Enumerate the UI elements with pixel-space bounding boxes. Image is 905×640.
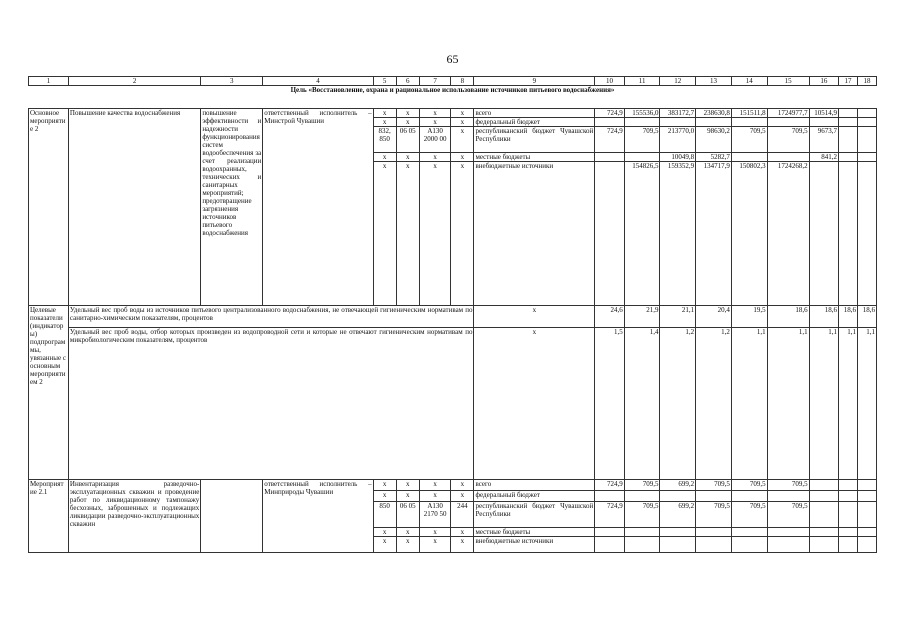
event-name: Инвентаризация разведочно-эксплуатационных скважин и проведение работ по ликвидационному тампонажу бесхозных, заброшенных и подлежащих ликвидации разведочно-эксплуатационных скважин [68, 480, 200, 553]
table-row [29, 328, 877, 480]
code-grbs: x [373, 491, 396, 502]
funding-source: республиканский бюджет Чувашской Республики [474, 127, 595, 153]
year-value [857, 118, 876, 127]
code-section: x [396, 162, 419, 306]
code-section: x [396, 537, 419, 553]
year-value [809, 480, 838, 491]
year-value: 709,5 [731, 127, 767, 153]
indicator-x: x [474, 306, 595, 328]
code-target: x [419, 537, 451, 553]
year-value: 10514,9 [809, 109, 838, 118]
code-grbs: x [373, 480, 396, 491]
year-value [696, 537, 732, 553]
code-expense: x [451, 537, 474, 553]
year-value: 9673,7 [809, 127, 838, 153]
year-value [595, 491, 624, 502]
year-value [624, 528, 660, 537]
code-expense: x [451, 127, 474, 153]
code-expense: x [451, 491, 474, 502]
indicator-value: 1,1 [731, 328, 767, 480]
year-value [857, 502, 876, 528]
code-target: x [419, 109, 451, 118]
year-value: 841,2 [809, 153, 838, 162]
year-value [857, 537, 876, 553]
code-grbs: x [373, 537, 396, 553]
code-expense: x [451, 153, 474, 162]
year-value [857, 162, 876, 306]
year-value [595, 162, 624, 306]
column-number: 11 [624, 77, 660, 86]
column-number: 13 [696, 77, 732, 86]
code-grbs: x [373, 162, 396, 306]
indicator-value: 18,6 [857, 306, 876, 328]
year-value [839, 528, 858, 537]
column-number: 9 [474, 77, 595, 86]
table-row [29, 480, 877, 491]
column-number: 15 [767, 77, 809, 86]
year-value [731, 153, 767, 162]
event-type: Мероприятие 2.1 [29, 480, 69, 553]
indicator-x: x [474, 328, 595, 480]
code-section: x [396, 480, 419, 491]
funding-source: внебюджетные источники [474, 537, 595, 553]
year-value: 709,5 [731, 480, 767, 491]
code-section: 06 05 [396, 502, 419, 528]
year-value [857, 491, 876, 502]
year-value [595, 153, 624, 162]
year-value [839, 502, 858, 528]
code-expense: x [451, 162, 474, 306]
code-expense: x [451, 480, 474, 491]
indicator-value: 18,6 [767, 306, 809, 328]
indicator-value: 1,4 [624, 328, 660, 480]
year-value: 159352,9 [660, 162, 696, 306]
year-value: 724,9 [595, 502, 624, 528]
code-section: x [396, 109, 419, 118]
year-value: 709,5 [624, 480, 660, 491]
year-value [839, 480, 858, 491]
year-value [660, 118, 696, 127]
column-number: 16 [809, 77, 838, 86]
year-value: 1724977,7 [767, 109, 809, 118]
column-number: 2 [68, 77, 200, 86]
column-number: 10 [595, 77, 624, 86]
year-value: 98630,2 [696, 127, 732, 153]
year-value [839, 118, 858, 127]
year-value [696, 118, 732, 127]
year-value: 709,5 [624, 502, 660, 528]
event-type: Основное мероприятие 2 [29, 109, 69, 306]
year-value: 709,5 [767, 127, 809, 153]
code-section: x [396, 528, 419, 537]
code-section: 06 05 [396, 127, 419, 153]
year-value [696, 528, 732, 537]
code-grbs: 850 [373, 502, 396, 528]
year-value [809, 491, 838, 502]
column-number: 3 [201, 77, 263, 86]
year-value [839, 162, 858, 306]
year-value: 724,9 [595, 480, 624, 491]
year-value [839, 127, 858, 153]
year-value [809, 118, 838, 127]
funding-source: республиканский бюджет Чувашской Республики [474, 502, 595, 528]
table-row [29, 77, 877, 86]
indicator-value: 19,5 [731, 306, 767, 328]
event-name: Повышение качества водоснабжения [68, 109, 200, 306]
year-value [767, 153, 809, 162]
responsible-executor: ответственный исполнитель – Минприроды Чувашии [263, 480, 373, 553]
page-number: 65 [446, 52, 459, 66]
code-target: x [419, 118, 451, 127]
funding-source: местные бюджеты [474, 153, 595, 162]
responsible-executor: ответственный исполнитель – Минстрой Чувашии [263, 109, 373, 306]
year-value [660, 491, 696, 502]
year-value [857, 109, 876, 118]
year-value [624, 537, 660, 553]
table-row [29, 109, 877, 118]
indicator-value: 1,1 [809, 328, 838, 480]
indicator-value: 1,2 [660, 328, 696, 480]
year-value: 155536,0 [624, 109, 660, 118]
code-expense: x [451, 109, 474, 118]
column-number: 18 [857, 77, 876, 86]
column-number: 1 [29, 77, 69, 86]
year-value: 151511,8 [731, 109, 767, 118]
indicator-value: 1,5 [595, 328, 624, 480]
year-value [857, 528, 876, 537]
code-grbs: x [373, 118, 396, 127]
year-value [595, 537, 624, 553]
code-target: А130 2170 50 [419, 502, 451, 528]
indicator-value: 18,6 [809, 306, 838, 328]
year-value: 134717,9 [696, 162, 732, 306]
year-value [624, 153, 660, 162]
column-number: 8 [451, 77, 474, 86]
funding-source: федеральный бюджет [474, 491, 595, 502]
indicator-value: 24,6 [595, 306, 624, 328]
year-value [731, 491, 767, 502]
code-target: x [419, 480, 451, 491]
column-number: 12 [660, 77, 696, 86]
indicator-value: 20,4 [696, 306, 732, 328]
year-value [696, 491, 732, 502]
year-value [839, 153, 858, 162]
year-value: 709,5 [624, 127, 660, 153]
year-value: 699,2 [660, 480, 696, 491]
year-value: 150802,3 [731, 162, 767, 306]
code-target: x [419, 491, 451, 502]
year-value [809, 528, 838, 537]
year-value [839, 109, 858, 118]
code-grbs: x [373, 153, 396, 162]
code-expense: x [451, 528, 474, 537]
year-value [767, 118, 809, 127]
indicator-value: 1,1 [857, 328, 876, 480]
year-value [767, 491, 809, 502]
year-value [809, 537, 838, 553]
year-value: 10049,8 [660, 153, 696, 162]
column-number: 17 [839, 77, 858, 86]
year-value: 709,5 [696, 502, 732, 528]
year-value [857, 153, 876, 162]
funding-source: всего [474, 109, 595, 118]
year-value [857, 480, 876, 491]
funding-source: всего [474, 480, 595, 491]
year-value: 709,5 [731, 502, 767, 528]
indicator-value: 18,6 [839, 306, 858, 328]
year-value: 5282,7 [696, 153, 732, 162]
code-expense: 244 [451, 502, 474, 528]
funding-source: местные бюджеты [474, 528, 595, 537]
table-row [29, 306, 877, 328]
column-number: 14 [731, 77, 767, 86]
year-value: 709,5 [767, 502, 809, 528]
indicator-value: 1,1 [767, 328, 809, 480]
year-value: 709,5 [767, 480, 809, 491]
indicator-value: 1,1 [839, 328, 858, 480]
year-value: 1724268,2 [767, 162, 809, 306]
year-value [839, 537, 858, 553]
indicator-value: 1,2 [696, 328, 732, 480]
code-section: x [396, 118, 419, 127]
year-value [857, 127, 876, 153]
year-value [809, 162, 838, 306]
code-target: x [419, 153, 451, 162]
program-table [28, 76, 877, 553]
column-number: 6 [396, 77, 419, 86]
year-value [731, 118, 767, 127]
year-value: 724,9 [595, 127, 624, 153]
year-value: 383172,7 [660, 109, 696, 118]
year-value: 724,9 [595, 109, 624, 118]
year-value: 238630,8 [696, 109, 732, 118]
code-section: x [396, 491, 419, 502]
event-aim [201, 480, 263, 553]
indicator-block-type: Целевые показатели (индикаторы) подпрограммы, увязанные с основным мероприятием 2 [29, 306, 69, 480]
year-value [731, 537, 767, 553]
year-value [624, 491, 660, 502]
year-value: 154826,5 [624, 162, 660, 306]
year-value [624, 118, 660, 127]
funding-source: федеральный бюджет [474, 118, 595, 127]
year-value [660, 528, 696, 537]
year-value [767, 528, 809, 537]
code-expense: x [451, 118, 474, 127]
year-value [660, 537, 696, 553]
funding-source: внебюджетные источники [474, 162, 595, 306]
code-grbs: 832, 850 [373, 127, 396, 153]
year-value [595, 118, 624, 127]
year-value: 709,5 [696, 480, 732, 491]
code-grbs: x [373, 109, 396, 118]
year-value [731, 528, 767, 537]
column-number: 4 [263, 77, 373, 86]
year-value [595, 528, 624, 537]
year-value [839, 491, 858, 502]
code-target: x [419, 162, 451, 306]
goal-heading: Цель «Восстановление, охрана и рациональное использование источников питьевого водоснабжения» [29, 86, 877, 109]
column-number: 7 [419, 77, 451, 86]
code-target: А130 2000 00 [419, 127, 451, 153]
code-section: x [396, 153, 419, 162]
indicator-value: 21,1 [660, 306, 696, 328]
year-value [767, 537, 809, 553]
year-value [809, 502, 838, 528]
year-value: 699,2 [660, 502, 696, 528]
indicator-text: Удельный вес проб воды, отбор которых произведен из водопроводной сети и которые не отвечают гигиеническим нормативам по микробиологическим показателям, процентов [68, 328, 474, 480]
indicator-value: 21,9 [624, 306, 660, 328]
code-grbs: x [373, 528, 396, 537]
indicator-text: Удельный вес проб воды из источников питьевого централизованного водоснабжения, не отвечающей гигиеническим нормативам по санитарно-химическим показателям, процентов [68, 306, 474, 328]
event-aim: повышение эффективности и надежности функционирования систем водообеспечения за счет реализации водоохранных, технических и санитарных мероприятий; предотвращение загрязнения источников питьевого водоснабжения [201, 109, 263, 306]
column-number: 5 [373, 77, 396, 86]
year-value: 213770,0 [660, 127, 696, 153]
code-target: x [419, 528, 451, 537]
table-row [29, 86, 877, 109]
